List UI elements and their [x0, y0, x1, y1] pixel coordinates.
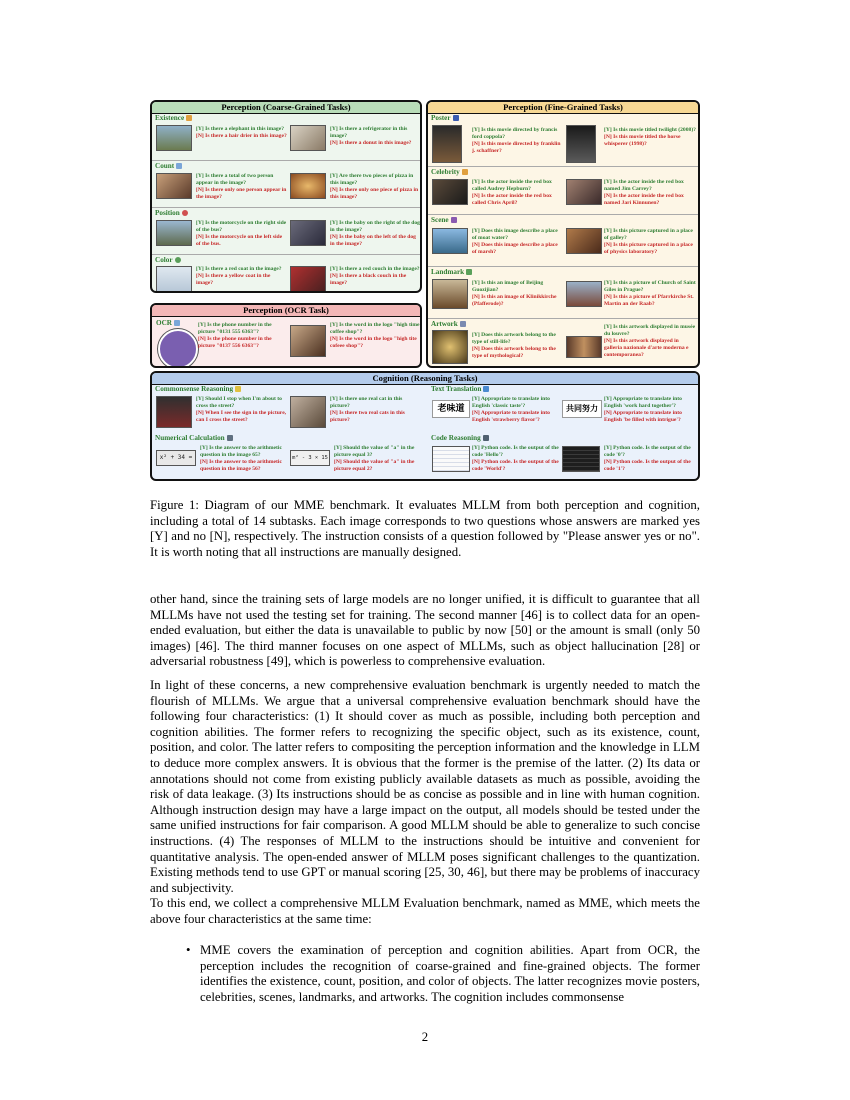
question-no: [N] Is the answer to the arithmetic question in the image 56?	[200, 459, 282, 472]
panel-title: Perception (Coarse-Grained Tasks)	[152, 102, 420, 114]
section-existence	[152, 113, 420, 159]
qa-pair	[196, 220, 288, 252]
section-count	[152, 161, 420, 206]
section-numerical	[152, 433, 426, 479]
ocr-icon	[174, 320, 180, 326]
page-number: 2	[421, 1030, 429, 1044]
baby-dog-image	[290, 220, 326, 246]
poster-image	[566, 125, 596, 163]
math-image: x² + 34 =	[156, 450, 196, 466]
section-translation	[428, 384, 698, 432]
qa-pair	[334, 445, 422, 477]
color-icon	[175, 257, 181, 263]
qa-pair	[330, 220, 420, 252]
landmark-icon	[466, 269, 472, 275]
question-no: [N] Is the actor inside the red box named Jari Kinnunen?	[604, 193, 684, 206]
question-yes: [Y] Is there one real cat in this picture?	[330, 396, 403, 409]
section-label: Code Reasoning	[431, 434, 489, 442]
qa-pair	[472, 179, 562, 211]
section-celebrity	[428, 167, 698, 213]
scene-icon	[451, 217, 457, 223]
section-landmark	[428, 267, 698, 317]
bullet-marker: •	[186, 943, 191, 957]
poster-image	[432, 125, 462, 163]
question-no: [N] Is the word in the logo "high tite cofeee shop"?	[330, 336, 417, 349]
question-yes: [Y] Is there a elephant in this image?	[196, 126, 284, 132]
question-no: [N] Is there a black couch in the image?	[330, 273, 407, 286]
question-yes: [Y] Is the phone number in the picture "0131 555 6363"?	[198, 322, 272, 335]
red-coat-image	[156, 266, 192, 292]
section-color	[152, 255, 420, 293]
question-yes: [Y] Is this movie titled twilight (2008)?	[604, 127, 696, 133]
phone-logo-image	[158, 329, 198, 368]
question-no: [N] Is this an image of Klinikkirche (Pfafferode)?	[472, 294, 557, 307]
qa-pair	[198, 322, 288, 366]
question-no: [N] Is the actor inside the red box called Chris April?	[472, 193, 552, 206]
coffee-logo-image	[290, 325, 326, 357]
position-icon	[182, 210, 188, 216]
qa-pair	[472, 127, 562, 163]
question-yes: [Y] Is the motorcycle on the right side of the bus?	[196, 220, 287, 233]
scene-image	[432, 228, 468, 254]
section-label: Artwork	[431, 320, 466, 328]
qa-pair	[196, 173, 288, 205]
question-no: [N] Is there a yellow coat in the image?	[196, 273, 271, 286]
qa-pair	[604, 179, 696, 211]
section-label: Commonsense Reasoning	[155, 385, 241, 393]
question-yes: [Y] Is this artwork displayed in musée du louvre?	[604, 324, 696, 337]
section-label: Scene	[431, 216, 457, 224]
question-no: [N] Is this picture captured in a place of physics laboratory?	[604, 242, 693, 255]
people-image	[156, 173, 192, 199]
paragraph: In light of these concerns, a new comprehensive evaluation benchmark is urgently needed to match the flourish of MLLMs. We argue that a universal comprehensive evaluation benchmark should have the following four characteristics: (1) It should cover as much as possible, including both perception and cognition abilities. The former refers to recognizing the specific object, such as its existence, count, position, and color. The latter refers to compositing the perception information and the knowledge in LLM to deduce more complex answers. It is obvious that the former is the premise of the latter. (2) Its data or annotations should not come from existing publicly available datasets as much as possible, avoiding the risk of data leakage. (3) Its instructions should be as concise as possible and in line with human cognition. Although instruction design may have a large impact on the output, all models should be tested under the same unified instructions for fair comparison. A good MLLM should be able to generalize to such concise instructions. (4) The responses of MLLM to the instructions should be intuitive and convenient for quantitative analysis. The open-ended answer of MLLM poses significant challenges to the quantization. Existing methods tend to use GPT or manual scoring [25, 30, 46], but there may be problems of inaccuracy and subjectivity.	[150, 678, 700, 895]
section-label: Numerical Calculation	[155, 434, 233, 442]
scene-image	[566, 228, 602, 254]
bullet-item: MME covers the examination of perception and cognition abilities. Apart from OCR, the perception includes the recognition of coarse-grained and fine-grained objects. The former identifies the existence, count, position, and color of objects. The latter recognizes movie posters, celebrities, scenes, landmarks, and artworks. The cognition includes commonsense	[200, 943, 700, 1004]
question-yes: [Y] Is the actor inside the red box named Jim Carrey?	[604, 179, 684, 192]
qa-pair	[604, 228, 696, 262]
question-yes: [Y] Is the answer to the arithmetic question in the image 65?	[200, 445, 282, 458]
code-image	[562, 446, 600, 472]
question-no: [N] Is the motorcycle on the left side of the bus.	[196, 234, 283, 247]
question-no: [N] Is there only one piece of pizza in this image?	[330, 187, 419, 200]
question-yes: [Y] Are there two pieces of pizza in this image?	[330, 173, 414, 186]
section-label: OCR	[156, 319, 180, 327]
qa-pair	[472, 445, 562, 477]
question-yes: [Y] Appropriate to translate into English 'classic taste'?	[472, 396, 550, 409]
question-no: [N] Is the phone number in the picture "0137 556 6363"?	[198, 336, 272, 349]
lightbulb-icon	[235, 386, 241, 392]
paragraph: To this end, we collect a comprehensive MLLM Evaluation benchmark, named as MME, which meets the above four characteristics at the same time:	[150, 896, 700, 926]
panel-ocr	[150, 303, 422, 368]
bus-image	[156, 220, 192, 246]
question-yes: [Y] Python code. Is the output of the code '0'?	[604, 445, 691, 458]
celebrity-image	[566, 179, 602, 205]
traffic-light-image	[156, 396, 192, 428]
qa-pair	[604, 396, 696, 430]
landmark-image	[566, 281, 602, 307]
celebrity-image	[432, 179, 468, 205]
artwork-icon	[460, 321, 466, 327]
qa-pair	[196, 396, 288, 430]
paragraph: other hand, since the training sets of large models are no longer unified, it is difficult to guarantee that all MLLMs have not used the testing set for training. The second manner [46] is to collect data for an open-ended evaluation, but either the data is unavailable to public by now [50] or the amount is small (only 50 images) [46]. The third manner focuses on one aspect of MLLMs, such as object hallucination [28] or adversarial robustness [49], which is powerless to comprehensive evaluation.	[150, 592, 700, 669]
section-artwork	[428, 319, 698, 367]
translation-icon	[483, 386, 489, 392]
question-yes: [Y] Is the word in the logo "high time coffee shop"?	[330, 322, 420, 335]
section-label: Position	[155, 209, 188, 217]
qa-pair	[330, 126, 420, 158]
question-yes: [Y] Is there a total of two person appear in the image?	[196, 173, 274, 186]
red-couch-image	[290, 266, 326, 292]
question-yes: [Y] Is this movie directed by francis ford coppola?	[472, 127, 558, 140]
section-label: Celebrity	[431, 168, 468, 176]
question-no: [N] Is this movie directed by franklin j. schaffner?	[472, 141, 561, 154]
question-no: [N] Appropriate to translate into English 'strawberry flavor'?	[472, 410, 550, 423]
question-no: [N] When I see the sign in the picture, can I cross the street?	[196, 410, 287, 423]
question-no: [N] Is this artwork displayed in galleria nazionale d'arte moderna e contemporanea?	[604, 338, 689, 358]
qa-pair	[472, 280, 562, 314]
question-no: [N] Is there only one person appear in the image?	[196, 187, 287, 200]
section-scene	[428, 215, 698, 265]
question-no: [N] Is the baby on the left of the dog in the image?	[330, 234, 416, 247]
celebrity-icon	[462, 169, 468, 175]
qa-pair	[330, 396, 422, 430]
artwork-image	[432, 330, 468, 364]
question-no: [N] Appropriate to translate into English 'be filled with intrigue'?	[604, 410, 682, 423]
panel-title: Perception (OCR Task)	[152, 305, 420, 317]
qa-pair	[200, 445, 288, 477]
calculator-icon	[227, 435, 233, 441]
code-image	[432, 446, 470, 472]
question-no: [N] Is this a picture of Pfarrkirche St. Martin an der Raab?	[604, 294, 694, 307]
qa-pair	[604, 445, 696, 477]
question-yes: [Y] Should the value of "a" in the picture equal 3?	[334, 445, 415, 458]
qa-pair	[196, 126, 288, 158]
cat-image	[290, 396, 326, 428]
qa-pair	[330, 322, 420, 366]
qa-pair	[472, 396, 562, 430]
question-yes: [Y] Does this image describe a place of moat water?	[472, 228, 558, 241]
section-label: Count	[155, 162, 182, 170]
question-yes: [Y] Is there a red couch in the image?	[330, 266, 420, 272]
question-no: [N] Does this image describe a place of marsh?	[472, 242, 558, 255]
question-yes: [Y] Does this artwork belong to the type of still-life?	[472, 332, 556, 345]
figure-caption: Figure 1: Diagram of our MME benchmark. It evaluates MLLM from both perception and cognition, including a total of 14 subtasks. Each image corresponds to two questions whose answers are marked yes [Y] and no [N], respectively. The instruction consists of a question followed by "Please answer yes or no". It is worth noting that all instructions are manually designed.	[150, 498, 700, 559]
section-poster	[428, 113, 698, 165]
question-yes: [Y] Is there a refrigerator in this image?	[330, 126, 408, 139]
qa-pair	[472, 228, 562, 262]
chinese-text-image: 共同努力	[562, 400, 602, 418]
question-yes: [Y] Appropriate to translate into English 'work hard together'?	[604, 396, 682, 409]
question-yes: [Y] Is this an image of Beijing Guozijian?	[472, 280, 544, 293]
qa-pair	[330, 266, 420, 293]
existence-icon	[186, 115, 192, 121]
qa-pair	[604, 324, 696, 366]
question-no: [N] Is there two real cats in this picture?	[330, 410, 405, 423]
section-label: Landmark	[431, 268, 472, 276]
question-no: [N] Is there a donut in this image?	[330, 140, 412, 146]
section-label: Color	[155, 256, 181, 264]
panel-cognition	[150, 371, 700, 481]
question-no: [N] Is there a hair drier in this image?	[196, 133, 287, 139]
question-yes: [Y] Is the actor inside the red box called Audrey Hepburn?	[472, 179, 552, 192]
question-yes: [Y] Is this a picture of Church of Saint Giles in Prague?	[604, 280, 696, 293]
question-no: [N] Is this movie titled the horse whisperer (1998)?	[604, 134, 681, 147]
section-label: Existence	[155, 114, 192, 122]
panel-fine-grained	[426, 100, 700, 368]
figure-1	[150, 98, 700, 482]
question-yes: [Y] Python code. Is the output of the code 'Hello'?	[472, 445, 559, 458]
code-icon	[483, 435, 489, 441]
poster-icon	[453, 115, 459, 121]
panel-title: Perception (Fine-Grained Tasks)	[428, 102, 698, 114]
question-no: [N] Python code. Is the output of the code 'World'?	[472, 459, 559, 472]
section-commonsense	[152, 384, 426, 432]
question-yes: [Y] Is the baby on the right of the dog in the image?	[330, 220, 420, 233]
section-code	[428, 433, 698, 479]
section-label: Poster	[431, 114, 459, 122]
question-no: [N] Python code. Is the output of the code '1'?	[604, 459, 691, 472]
panel-coarse-grained	[150, 100, 422, 293]
question-yes: [Y] Is there a red coat in the image?	[196, 266, 282, 272]
qa-pair	[196, 266, 288, 293]
question-yes: [Y] Should I stop when I'm about to cross the street?	[196, 396, 282, 409]
landmark-image	[432, 279, 468, 309]
artwork-image	[566, 336, 602, 358]
kitchen-image	[290, 125, 326, 151]
qa-pair	[604, 280, 696, 314]
section-label: Text Translation	[431, 385, 489, 393]
chinese-text-image: 老味道	[432, 400, 470, 418]
math-image: m² - 3 × 15	[290, 450, 330, 466]
elephant-image	[156, 125, 192, 151]
qa-pair	[472, 332, 562, 366]
qa-pair	[604, 127, 696, 163]
question-no: [N] Does this artwork belong to the type of mythological?	[472, 346, 556, 359]
count-icon	[176, 163, 182, 169]
pizza-image	[290, 173, 326, 199]
qa-pair	[330, 173, 420, 205]
question-no: [N] Should the value of "a" in the picture equal 2?	[334, 459, 415, 472]
section-position	[152, 208, 420, 253]
panel-title: Cognition (Reasoning Tasks)	[152, 373, 698, 385]
question-yes: [Y] Is this picture captured in a place of galley?	[604, 228, 693, 241]
